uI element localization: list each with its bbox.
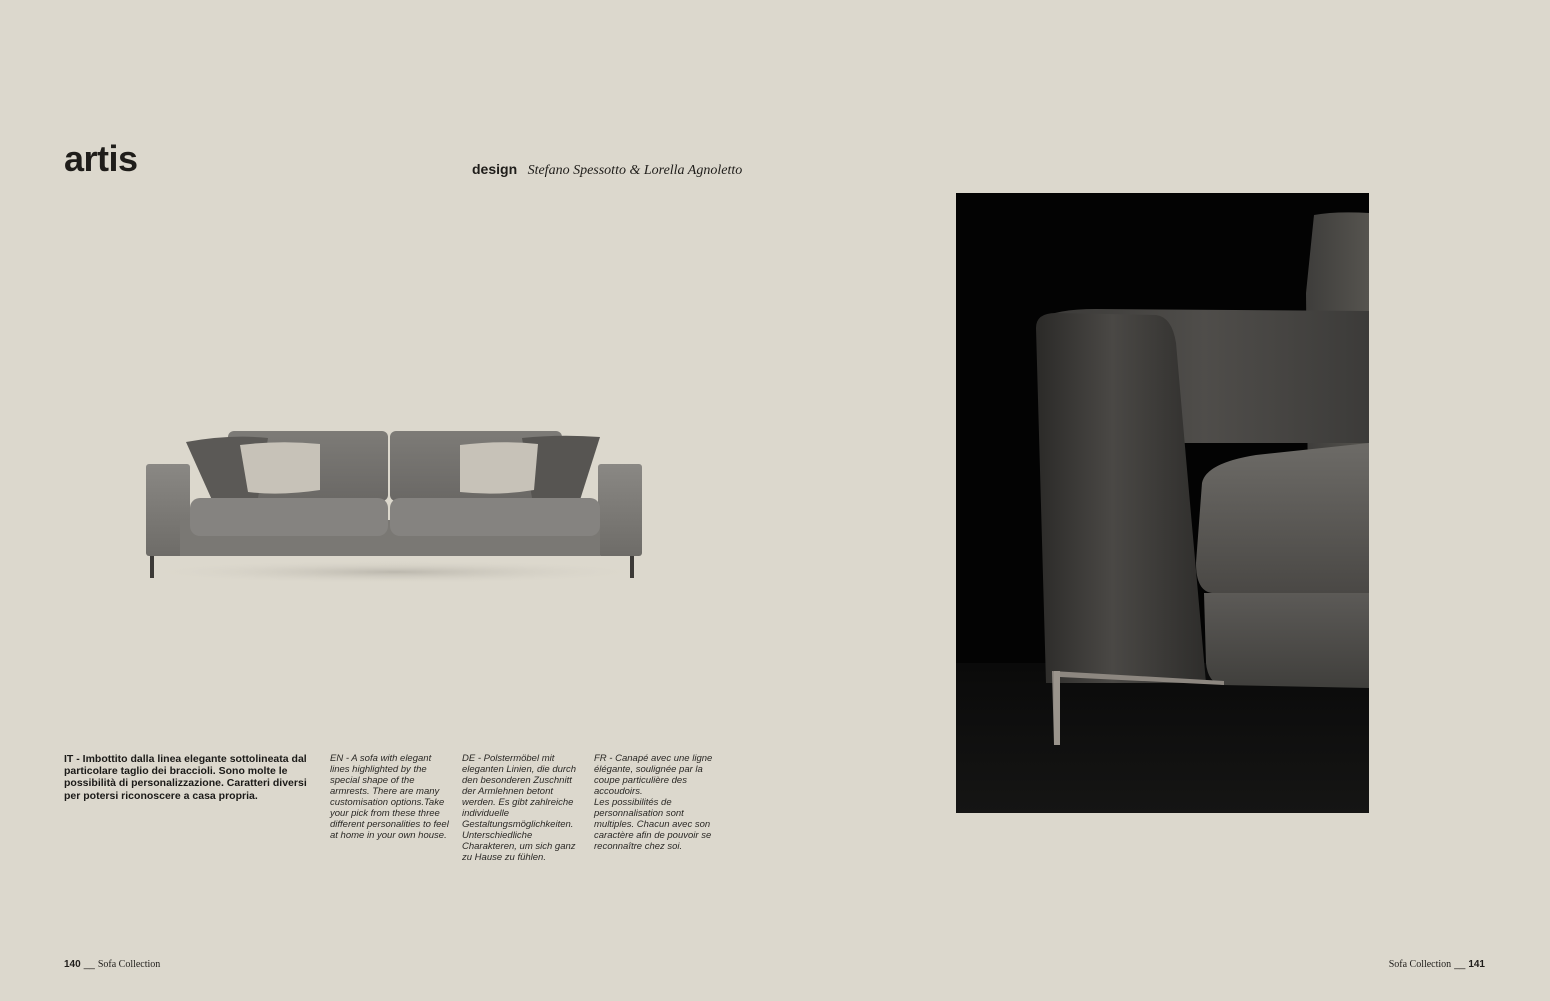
description-english (330, 753, 452, 841)
description-french (594, 753, 716, 852)
description-german (462, 753, 584, 863)
left-collection-label: Sofa Collection (97, 959, 161, 970)
left-footer-separator: __ (83, 959, 95, 970)
design-label: design (472, 161, 518, 177)
right-footer-separator: __ (1454, 959, 1466, 970)
description-italian-text: IT - Imbottito dalla linea elegante sottolineata dal particolare taglio dei braccioli. Sono molte le possibilità di personalizzazione. Caratteri diversi per potersi riconoscere a casa propria. (64, 753, 307, 802)
armrest-detail-photo (956, 193, 1369, 813)
description-french-more: Les possibilités de personnalisation sont multiples. Chacun avec son caractère afin de pouvoir se reconnaître chez soi. (594, 797, 712, 852)
description-italian (64, 753, 319, 802)
left-page-number: 140 (64, 959, 81, 970)
sofa-product-image (140, 420, 650, 590)
description-french-intro: FR - Canapé avec une ligne élégante, soulignée par la coupe particulière des accoudoirs. (594, 753, 713, 797)
right-page-footer (1389, 959, 1485, 970)
right-collection-label: Sofa Collection (1388, 959, 1452, 970)
product-title: artis (64, 138, 138, 179)
right-page-number: 141 (1468, 959, 1485, 970)
description-english-text: EN - A sofa with elegant lines highlighted by the special shape of the armrests. There are many customisation options.Take your pick from these three different personalities to feel at home in your own house. (330, 753, 449, 841)
designer-names: Stefano Spessotto & Lorella Agnoletto (527, 163, 743, 178)
description-german-text: DE - Polstermöbel mit eleganten Linien, die durch den besonderen Zuschnitt der Armlehnen betont werden. Es gibt zahlreiche individuelle Gestaltungsmöglichkeiten. Unterschiedliche Charakteren, um sich ganz zu Hause zu fühlen. (462, 753, 577, 863)
designer-credit (472, 161, 742, 179)
left-page-footer (64, 959, 160, 970)
